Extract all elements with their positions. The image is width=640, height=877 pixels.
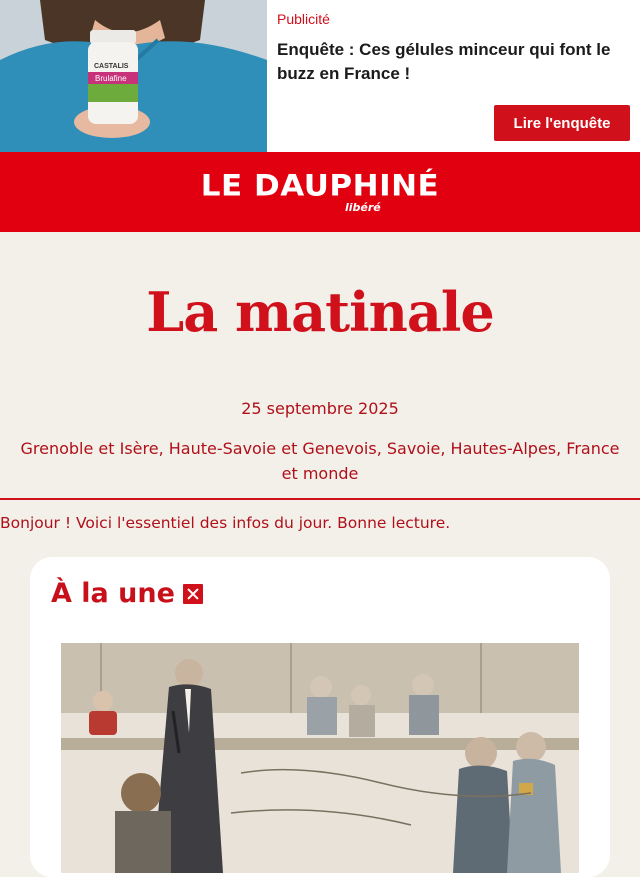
divider <box>0 498 640 500</box>
ad-product-name: Brulafine <box>95 74 127 83</box>
read-investigation-button[interactable]: Lire l'enquête <box>494 105 630 141</box>
issue-date: 25 septembre 2025 <box>241 399 399 418</box>
top-story-image[interactable] <box>61 643 579 873</box>
top-story-card <box>30 557 610 877</box>
brand-logo[interactable]: LE DAUPHINÉ <box>200 168 440 204</box>
ad-illustration <box>0 0 267 152</box>
brand-header <box>0 152 640 232</box>
section-heading <box>51 578 203 609</box>
ad-headline[interactable]: Enquête : Ces gélules minceur qui font le buzz en France ! <box>277 40 611 83</box>
section-title: À la une <box>51 578 175 609</box>
cross-mark-icon <box>183 584 203 604</box>
courtroom-sketch <box>61 643 579 873</box>
advertisement-banner[interactable] <box>0 0 640 152</box>
greeting-text: Bonjour ! Voici l'essentiel des infos du jour. Bonne lecture. <box>0 514 451 532</box>
brand-logo-subtitle: libéré <box>345 201 381 214</box>
ad-label: Publicité <box>277 11 330 27</box>
regions-list: Grenoble et Isère, Haute-Savoie et Genevois, Savoie, Hautes-Alpes, France et monde <box>20 439 620 483</box>
ad-product-brand: CASTALIS <box>94 63 129 70</box>
newsletter-title: La matinale <box>146 280 494 344</box>
ad-product-image[interactable] <box>0 0 267 152</box>
